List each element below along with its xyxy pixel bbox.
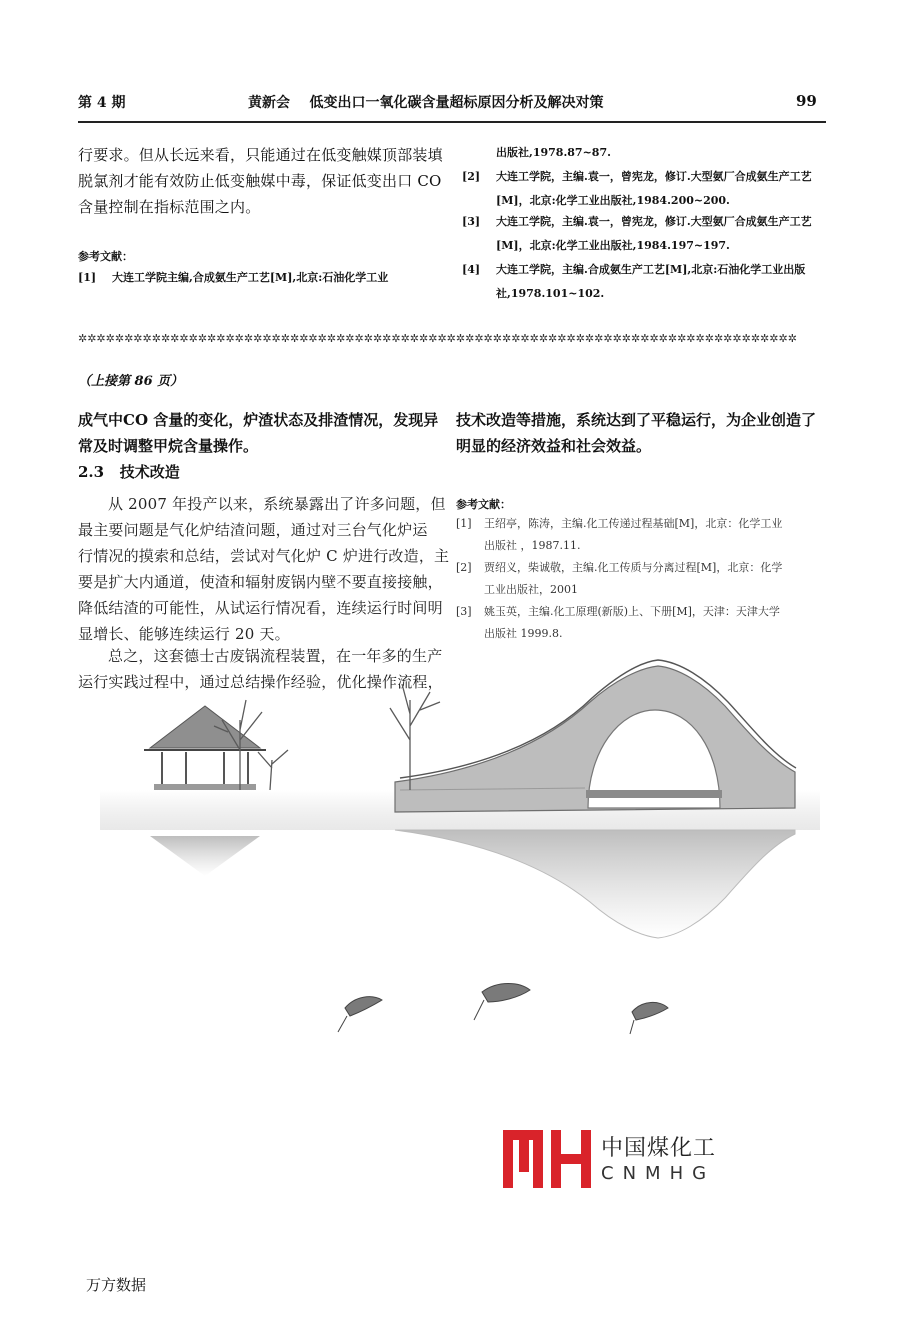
reference-text: 出版社 1999.8.	[484, 627, 563, 640]
reference-item	[456, 579, 832, 601]
article2-paragraph-1	[78, 491, 458, 647]
reference-item	[456, 557, 832, 579]
article2-left-top	[78, 407, 458, 459]
reference-item	[462, 258, 838, 306]
reference-item	[462, 210, 838, 258]
reference-number: [4]	[462, 263, 481, 276]
arch-bridge	[395, 660, 796, 812]
reference-item	[462, 165, 838, 213]
water-reflection	[150, 830, 795, 938]
logo-chinese-name: 中国煤化工	[601, 1136, 717, 1161]
logo-english-name: CNMHG	[601, 1163, 716, 1184]
article1-ref-heading: 参考文献：	[78, 250, 133, 263]
text-line: 常及时调整甲烷含量操作。	[78, 437, 259, 455]
text-line: 明显的经济效益和社会效益。	[456, 437, 652, 455]
reference-item	[456, 601, 832, 623]
running-title: 黄新会 低变出口一氧化碳含量超标原因分析及解决对策	[248, 95, 604, 111]
wading-birds	[338, 984, 668, 1035]
text-line: 脱氯剂才能有效防止低变触媒中毒，保证低变出口 CO	[78, 172, 442, 190]
reference-number: [3]	[462, 215, 481, 228]
bridge-landscape-illustration	[0, 640, 904, 1120]
reference-text: 出版社,1978.87~87.	[496, 146, 611, 159]
reference-text: 大连工学院，主编.合成氨生产工艺[M],北京:石油化学工业出版社,1978.101~102.	[496, 263, 806, 300]
reference-text: 出版社 ，1987.11.	[484, 539, 581, 552]
source-watermark: 万方数据	[86, 1276, 147, 1294]
text-line: 要是扩大内通道，使渣和辐射废锅内壁不要直接接触，	[78, 573, 443, 591]
text-line: 显增长、能够连续运行 20 天。	[78, 625, 290, 643]
article2-ref-heading: 参考文献：	[456, 498, 511, 511]
article1-body	[78, 142, 450, 220]
text-line: 行要求。但从长远来看，只能通过在低变触媒顶部装填	[78, 146, 443, 164]
reference-text: 姚玉英，主编.化工原理(新版)上、下册[M]，天津：天津大学	[484, 605, 780, 618]
text-line: 技术改造等措施，系统达到了平稳运行，为企业创造了	[456, 411, 817, 429]
reference-item	[456, 513, 832, 535]
article2-right-top	[456, 407, 832, 459]
ornamental-separator: ✲✲✲✲✲✲✲✲✲✲✲✲✲✲✲✲✲✲✲✲✲✲✲✲✲✲✲✲✲✲✲✲✲✲✲✲✲✲✲✲✲✲✲✲✲✲✲✲✲✲✲✲✲✲✲✲✲✲✲✲✲✲✲✲✲✲✲✲✲✲✲✲✲✲✲✲✲✲	[78, 332, 797, 345]
reference-item	[462, 141, 838, 165]
text-line: 成气中CO 含量的变化，炉渣状态及排渣情况，发现异	[78, 411, 439, 429]
reference-text: 大连工学院，主编.袁一，曾宪龙，修订.大型氨厂合成氨生产工艺[M]，北京:化学工业出版社,1984.197~197.	[496, 215, 812, 252]
reference-text: 大连工学院，主编.袁一，曾宪龙，修订.大型氨厂合成氨生产工艺[M]，北京:化学工业出版社,1984.200~200.	[496, 170, 812, 207]
cnmhg-logo-mark	[503, 1128, 591, 1190]
reference-text: 大连工学院主编,合成氨生产工艺[M],北京:石油化学工业	[112, 271, 389, 284]
text-line: 运行实践过程中，通过总结操作经验，优化操作流程，	[78, 673, 443, 691]
text-line: 降低结渣的可能性，从试运行情况看，连续运行时间明	[78, 599, 443, 617]
section-heading: 2.3 技术改造	[78, 463, 180, 481]
page-number: 99	[796, 92, 817, 110]
reference-text: 工业出版社，2001	[484, 583, 578, 596]
reference-item	[456, 535, 832, 557]
text-line: 总之，这套德士古废锅流程装置，在一年多的生产	[108, 647, 443, 665]
issue-label: 第 4 期	[78, 95, 126, 111]
continued-notice: （上接第 86 页）	[78, 374, 184, 389]
reference-number: [2]	[456, 561, 472, 574]
reference-item	[78, 266, 458, 290]
reference-number: [2]	[462, 170, 481, 183]
text-line: 行情况的摸索和总结，尝试对气化炉 C 炉进行改造，主	[78, 547, 450, 565]
text-line: 含量控制在指标范围之内。	[78, 198, 261, 216]
text-line: 最主要问题是气化炉结渣问题，通过对三台气化炉运	[78, 521, 428, 539]
header-rule	[78, 121, 826, 123]
reference-number: [3]	[456, 605, 472, 618]
text-line: 从 2007 年投产以来，系统暴露出了许多问题，但	[108, 495, 446, 513]
reference-number: [1]	[78, 271, 97, 284]
reference-text: 贾绍义，柴诚敬，主编.化工传质与分离过程[M]，北京：化学	[484, 561, 783, 574]
pavilion	[144, 706, 266, 790]
reference-text: 王绍亭，陈涛，主编.化工传递过程基础[M]，北京：化学工业	[484, 517, 783, 530]
reference-number: [1]	[456, 517, 472, 530]
